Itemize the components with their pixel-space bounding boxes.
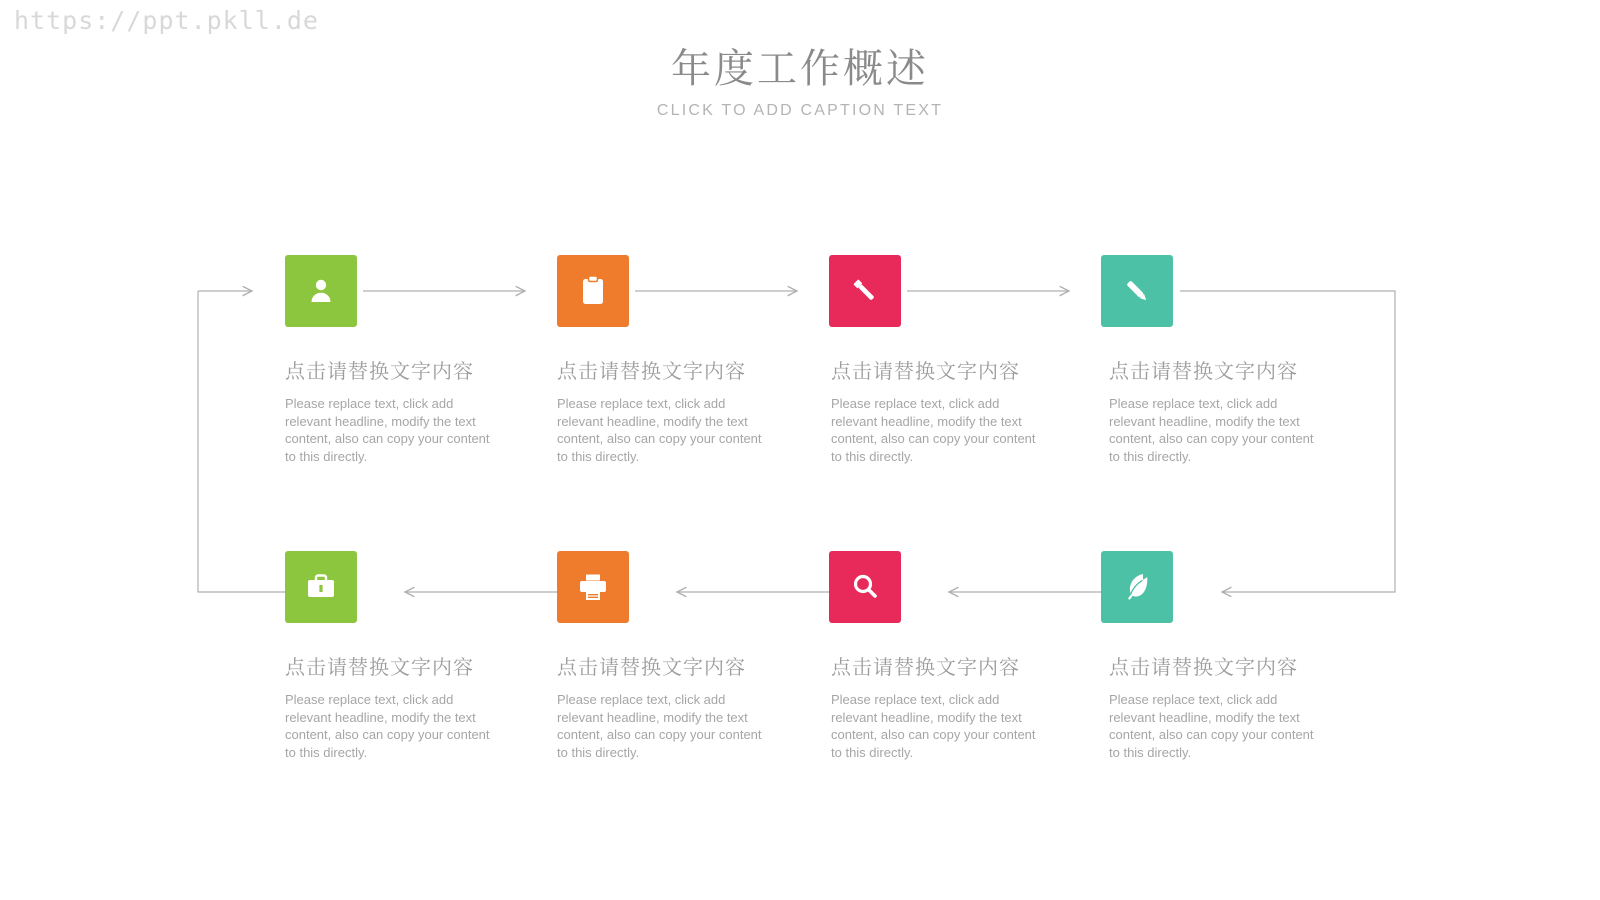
process-node[interactable] <box>557 551 847 761</box>
user-icon <box>305 275 337 307</box>
node-description: Please replace text, click add relevant headline, modify the text content, also can copy your content to this directly. <box>557 692 762 760</box>
process-node[interactable] <box>285 551 575 761</box>
node-title: 点击请替换文字内容 <box>1109 361 1298 383</box>
process-node[interactable] <box>1101 551 1391 761</box>
node-description: Please replace text, click add relevant headline, modify the text content, also can copy your content to this directly. <box>1109 396 1314 464</box>
page-title: 年度工作概述 <box>671 47 929 91</box>
process-node[interactable] <box>829 551 1119 761</box>
process-node[interactable] <box>285 255 575 465</box>
process-node[interactable] <box>557 255 847 465</box>
node-title: 点击请替换文字内容 <box>285 361 474 383</box>
search-icon <box>850 572 880 602</box>
node-title: 点击请替换文字内容 <box>831 657 1020 679</box>
node-title: 点击请替换文字内容 <box>1109 657 1298 679</box>
watermark: https://ppt.pkll.de <box>14 6 319 35</box>
printer-icon <box>577 572 609 602</box>
process-node[interactable] <box>1101 255 1391 465</box>
node-icon-box[interactable] <box>829 255 901 327</box>
node-description: Please replace text, click add relevant headline, modify the text content, also can copy your content to this directly. <box>285 396 490 464</box>
node-description: Please replace text, click add relevant headline, modify the text content, also can copy your content to this directly. <box>285 692 490 760</box>
node-title: 点击请替换文字内容 <box>557 361 746 383</box>
process-node[interactable] <box>829 255 1119 465</box>
flashlight-icon <box>849 275 881 307</box>
node-title: 点击请替换文字内容 <box>831 361 1020 383</box>
clipboard-icon <box>578 275 608 307</box>
briefcase-icon <box>305 572 337 602</box>
node-title: 点击请替换文字内容 <box>285 657 474 679</box>
node-icon-box[interactable] <box>1101 551 1173 623</box>
pencil-icon <box>1121 275 1153 307</box>
node-description: Please replace text, click add relevant headline, modify the text content, also can copy your content to this directly. <box>557 396 762 464</box>
node-icon-box[interactable] <box>285 551 357 623</box>
node-icon-box[interactable] <box>285 255 357 327</box>
node-description: Please replace text, click add relevant headline, modify the text content, also can copy your content to this directly. <box>1109 692 1314 760</box>
node-description: Please replace text, click add relevant headline, modify the text content, also can copy your content to this directly. <box>831 692 1036 760</box>
node-icon-box[interactable] <box>1101 255 1173 327</box>
node-icon-box[interactable] <box>557 551 629 623</box>
node-title: 点击请替换文字内容 <box>557 657 746 679</box>
page-subtitle: CLICK TO ADD CAPTION TEXT <box>656 102 944 119</box>
feather-icon <box>1122 571 1152 603</box>
node-description: Please replace text, click add relevant headline, modify the text content, also can copy your content to this directly. <box>831 396 1036 464</box>
node-icon-box[interactable] <box>829 551 901 623</box>
node-icon-box[interactable] <box>557 255 629 327</box>
